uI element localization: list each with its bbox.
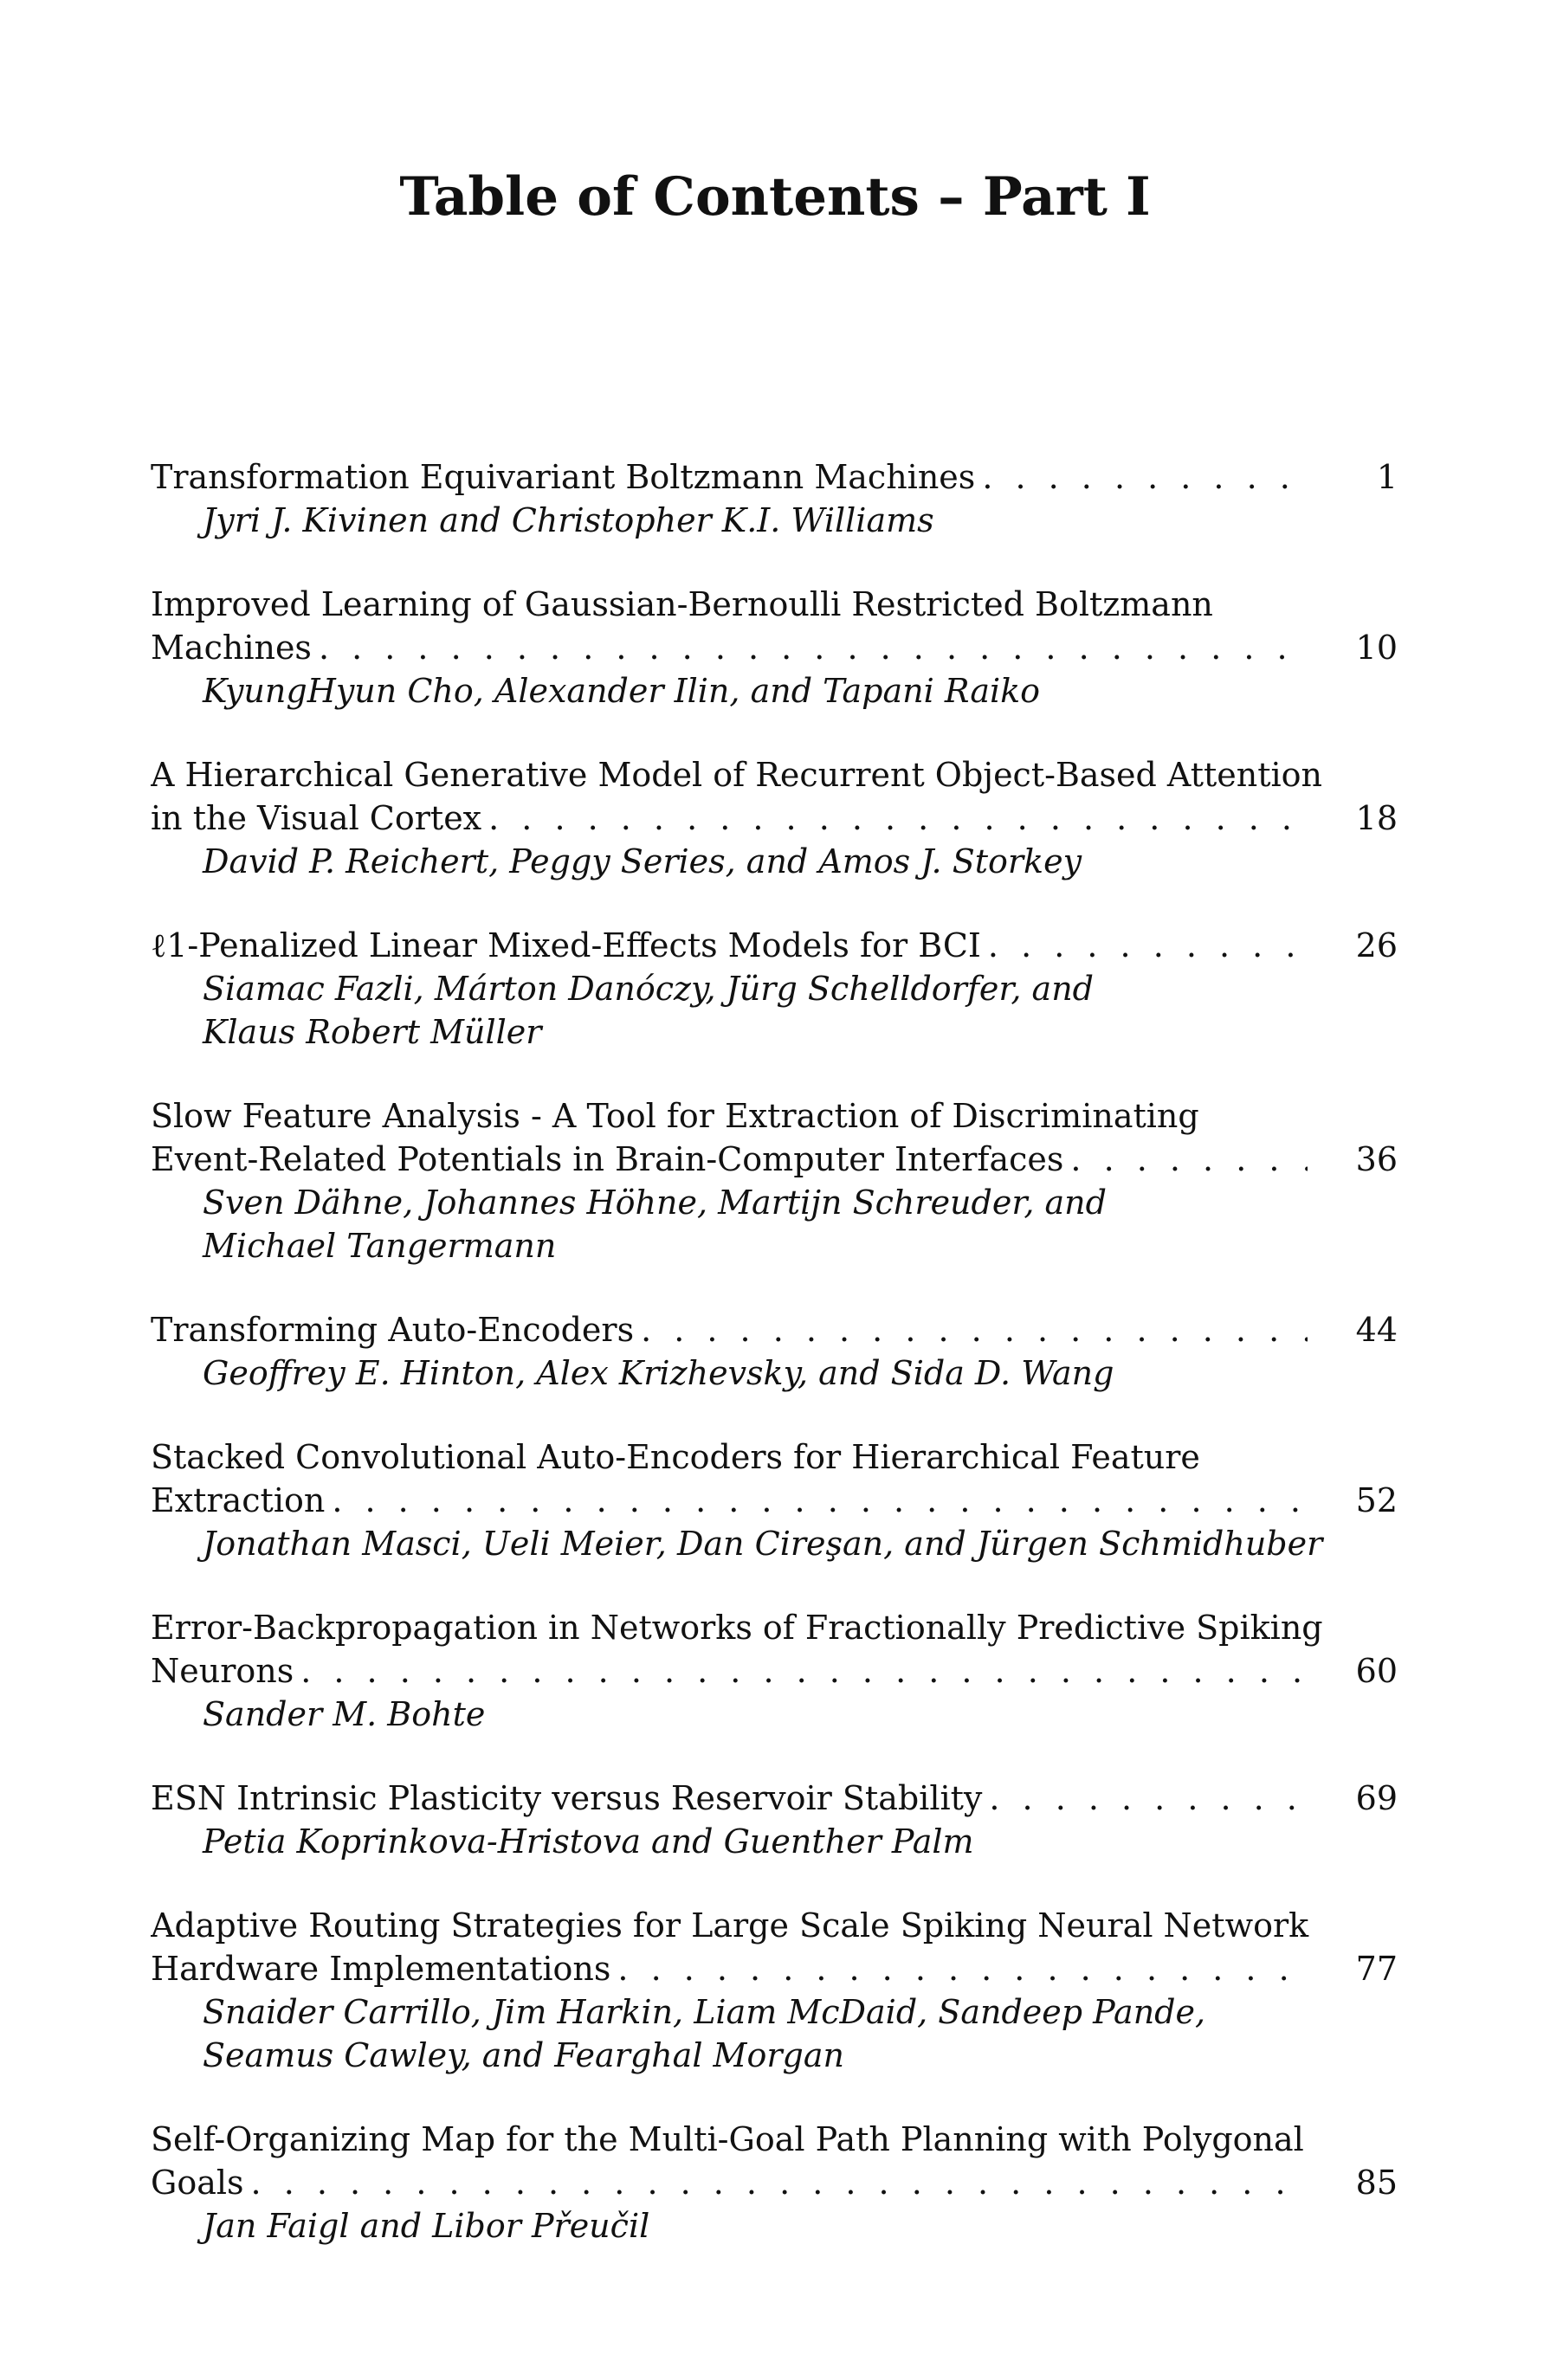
entry-title-text: A Hierarchical Generative Model of Recurrent Object-Based Attention [151, 756, 1322, 794]
dot-leader [981, 924, 1308, 967]
entry-author-line: Geoffrey E. Hinton, Alex Krizhevsky, and Sida D. Wang [203, 1354, 1114, 1392]
entry-title-line [151, 1777, 1398, 1820]
dot-leader [634, 1308, 1308, 1351]
entry-page-number: 60 [1355, 1652, 1398, 1690]
entry-authors [203, 1820, 1398, 1863]
dot-leader [312, 626, 1308, 669]
dot-leader [982, 1777, 1308, 1820]
toc-entry[interactable] [151, 1777, 1398, 1863]
entry-title-line [151, 626, 1398, 669]
toc-entry[interactable] [151, 1606, 1398, 1736]
entry-title-line [151, 797, 1398, 840]
entry-title-line [151, 1435, 1398, 1479]
dot-leader [294, 1649, 1308, 1693]
page-title: Table of Contents – Part I [399, 166, 1151, 228]
entry-title-line [151, 2161, 1398, 2204]
entry-page-number: 10 [1355, 629, 1398, 667]
entry-title-line [151, 1308, 1398, 1351]
toc-entry[interactable] [151, 455, 1398, 542]
entry-title-text: Transformation Equivariant Boltzmann Machines [151, 458, 976, 496]
toc-entry[interactable] [151, 2118, 1398, 2248]
entry-author-line: KyungHyun Cho, Alexander Ilin, and Tapani Raiko [203, 672, 1041, 710]
entry-title-text: Slow Feature Analysis - A Tool for Extraction of Discriminating [151, 1097, 1199, 1135]
entry-page-number: 18 [1355, 799, 1398, 837]
dot-leader [481, 797, 1308, 840]
entry-title-text: Transforming Auto-Encoders [151, 1311, 635, 1349]
entry-author-line: Jonathan Masci, Ueli Meier, Dan Cireşan, and Jürgen Schmidhuber [203, 1525, 1323, 1563]
entry-authors [203, 499, 1398, 542]
entry-title-text: ESN Intrinsic Plasticity versus Reservoir Stability [151, 1779, 983, 1817]
entry-author-line: Seamus Cawley, and Fearghal Morgan [203, 2036, 844, 2074]
entry-title-line [151, 924, 1398, 967]
entry-title-text: Event-Related Potentials in Brain-Computer Interfaces [151, 1140, 1064, 1178]
entry-authors [203, 840, 1398, 883]
entry-authors [203, 967, 1398, 1054]
entry-title-line [151, 1479, 1398, 1522]
entry-title-text: Stacked Convolutional Auto-Encoders for Hierarchical Feature [151, 1438, 1200, 1476]
dot-leader [975, 455, 1308, 499]
toc-entry[interactable] [151, 1904, 1398, 2077]
entry-page-number: 77 [1355, 1950, 1398, 1988]
entry-authors [203, 669, 1398, 713]
toc-entry[interactable] [151, 1435, 1398, 1565]
entry-author-line: Snaider Carrillo, Jim Harkin, Liam McDaid, Sandeep Pande, [203, 1993, 1206, 2031]
entry-author-line: Siamac Fazli, Márton Danóczy, Jürg Schelldorfer, and [203, 970, 1094, 1008]
entry-title-text: Adaptive Routing Strategies for Large Scale Spiking Neural Network [151, 1906, 1309, 1945]
entry-title-text: Error-Backpropagation in Networks of Fractionally Predictive Spiking [151, 1609, 1323, 1647]
dot-leader [1063, 1138, 1308, 1181]
entry-title-line [151, 1649, 1398, 1693]
entry-authors [203, 1693, 1398, 1736]
entry-page-number: 1 [1376, 458, 1398, 496]
toc-entry[interactable] [151, 1094, 1398, 1267]
entry-title-text: ℓ1-Penalized Linear Mixed-Effects Models for BCI [151, 926, 981, 964]
entry-title-line [151, 583, 1398, 626]
entry-page-number: 44 [1355, 1311, 1398, 1349]
entry-page-number: 85 [1355, 2164, 1398, 2202]
toc-entry[interactable] [151, 924, 1398, 1054]
entry-page-number: 26 [1355, 926, 1398, 964]
entry-author-line: Jan Faigl and Libor Přeučil [203, 2207, 650, 2245]
table-of-contents [151, 455, 1398, 2288]
entry-title-line [151, 1947, 1398, 1990]
entry-page-number: 52 [1355, 1481, 1398, 1519]
dot-leader [325, 1479, 1308, 1522]
entry-author-line: David P. Reichert, Peggy Series, and Amos J. Storkey [203, 842, 1082, 880]
entry-title-line [151, 2118, 1398, 2161]
entry-title-text: Goals [151, 2164, 244, 2202]
entry-authors [203, 1522, 1398, 1565]
entry-title-line [151, 1606, 1398, 1649]
entry-author-line: Petia Koprinkova-Hristova and Guenther Palm [203, 1822, 974, 1861]
toc-entry[interactable] [151, 583, 1398, 713]
entry-authors [203, 1181, 1398, 1267]
toc-entry[interactable] [151, 753, 1398, 883]
entry-title-text: Neurons [151, 1652, 294, 1690]
entry-author-line: Klaus Robert Müller [203, 1013, 542, 1051]
entry-title-line [151, 1094, 1398, 1138]
dot-leader [610, 1947, 1308, 1990]
entry-title-text: Machines [151, 629, 312, 667]
entry-title-text: in the Visual Cortex [151, 799, 482, 837]
entry-authors [203, 2204, 1398, 2248]
entry-authors [203, 1351, 1398, 1395]
entry-title-line [151, 455, 1398, 499]
entry-title-line [151, 1904, 1398, 1947]
entry-title-text: Self-Organizing Map for the Multi-Goal Path Planning with Polygonal [151, 2120, 1304, 2158]
entry-authors [203, 1990, 1398, 2077]
entry-title-text: Hardware Implementations [151, 1950, 611, 1988]
entry-title-text: Improved Learning of Gaussian-Bernoulli Restricted Boltzmann [151, 585, 1213, 623]
entry-title-line [151, 753, 1398, 797]
entry-page-number: 69 [1355, 1779, 1398, 1817]
dot-leader [244, 2161, 1308, 2204]
entry-author-line: Michael Tangermann [203, 1227, 557, 1265]
entry-title-text: Extraction [151, 1481, 326, 1519]
toc-entry[interactable] [151, 1308, 1398, 1395]
entry-title-line [151, 1138, 1398, 1181]
entry-author-line: Jyri J. Kivinen and Christopher K.I. Williams [203, 501, 934, 539]
entry-author-line: Sven Dähne, Johannes Höhne, Martijn Schreuder, and [203, 1184, 1107, 1222]
entry-author-line: Sander M. Bohte [203, 1695, 486, 1733]
entry-page-number: 36 [1355, 1140, 1398, 1178]
